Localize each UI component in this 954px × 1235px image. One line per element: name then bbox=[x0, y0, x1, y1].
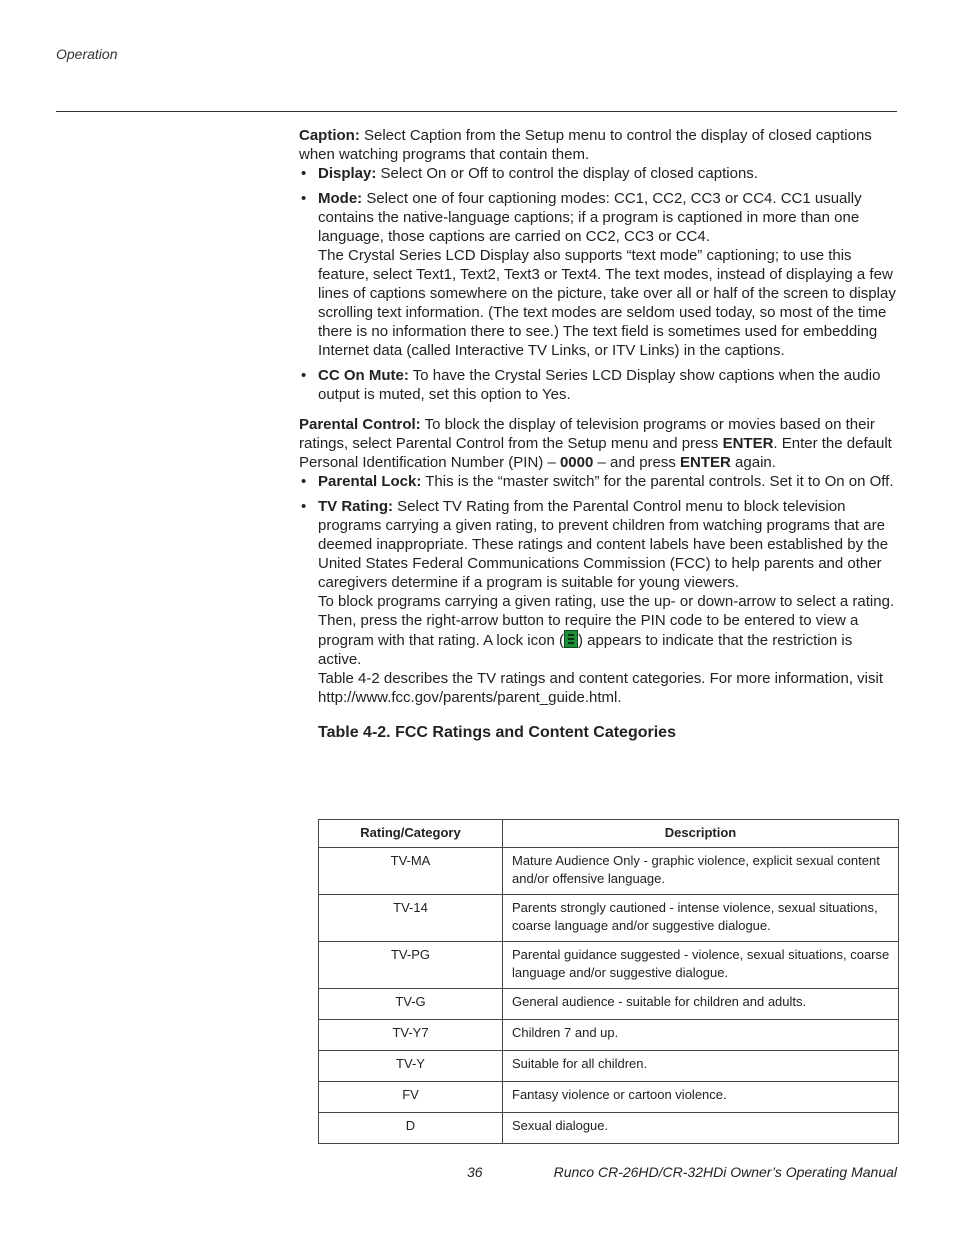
rating-cell: FV bbox=[319, 1082, 503, 1113]
caption-label: Caption: bbox=[299, 127, 360, 144]
list-item bbox=[299, 164, 897, 183]
parental-lock-label: Parental Lock: bbox=[318, 473, 422, 490]
header-divider bbox=[56, 111, 897, 112]
table-reference-text: Table 4-2 describes the TV ratings and content categories. For more information, visit http://www.fcc.gov/parents/parent_guide.html. bbox=[318, 670, 883, 706]
mode-extra-text: The Crystal Series LCD Display also supports “text mode” captioning; to use this feature, select Text1, Text2, Text3 or Text4. The text modes, instead of displaying a few lines of captions somewhere on the picture, take over all or half of the screen to display scrolling text information. (The text modes are seldom used today, so most of the time there is no information there to see.) The text field is sometimes used for embedding Internet data (called Interactive TV Links, or ITV Links) in the captions. bbox=[318, 247, 896, 359]
parental-text: To block the display of television programs or movies based on their ratings, select Parental Control from the Setup menu and press bbox=[299, 416, 875, 452]
rating-cell: TV-Y7 bbox=[319, 1020, 503, 1051]
description-cell: Mature Audience Only - graphic violence, explicit sexual content and/or offensive language. bbox=[503, 848, 899, 895]
caption-options-list bbox=[299, 164, 897, 404]
table-row bbox=[319, 1082, 899, 1113]
description-cell: Suitable for all children. bbox=[503, 1051, 899, 1082]
table-row bbox=[319, 1020, 899, 1051]
table-row bbox=[319, 895, 899, 942]
column-header-rating: Rating/Category bbox=[319, 820, 503, 848]
description-cell: Sexual dialogue. bbox=[503, 1113, 899, 1144]
ratings-table bbox=[318, 819, 899, 1144]
parental-control-label: Parental Control: bbox=[299, 416, 421, 433]
parental-text: . Enter the default Personal Identification Number (PIN) – bbox=[299, 435, 892, 471]
description-cell: Parents strongly cautioned - intense violence, sexual situations, coarse language and/or suggestive dialogue. bbox=[503, 895, 899, 942]
cc-on-mute-text: To have the Crystal Series LCD Display show captions when the audio output is muted, set this option to Yes. bbox=[318, 367, 881, 403]
caption-paragraph bbox=[299, 126, 897, 164]
manual-title: Runco CR-26HD/CR-32HDi Owner’s Operating Manual bbox=[553, 1164, 897, 1180]
display-label: Display: bbox=[318, 165, 377, 182]
table-row bbox=[319, 989, 899, 1020]
table-row bbox=[319, 1051, 899, 1082]
table-row bbox=[319, 848, 899, 895]
description-cell: General audience - suitable for children and adults. bbox=[503, 989, 899, 1020]
cc-on-mute-label: CC On Mute: bbox=[318, 367, 409, 384]
table-row bbox=[319, 1113, 899, 1144]
rating-cell: TV-14 bbox=[319, 895, 503, 942]
list-item bbox=[299, 366, 897, 404]
description-cell: Parental guidance suggested - violence, sexual situations, coarse language and/or suggestive dialogue. bbox=[503, 942, 899, 989]
default-pin: 0000 bbox=[559, 454, 594, 471]
parental-control-paragraph bbox=[299, 415, 897, 472]
header-section-title: Operation bbox=[56, 46, 118, 62]
parental-text: again. bbox=[730, 454, 776, 471]
column-header-description: Description bbox=[503, 820, 899, 848]
list-item bbox=[299, 189, 897, 360]
rating-cell: TV-Y bbox=[319, 1051, 503, 1082]
mode-text: Select one of four captioning modes: CC1, CC2, CC3 or CC4. CC1 usually contains the native-language captions; if a program is captioned in more than one language, those captions are carried on CC2, CC3 or CC4. bbox=[318, 190, 862, 245]
tv-rating-text: Select TV Rating from the Parental Control menu to block television programs carrying a given rating, to prevent children from watching programs that are deemed inappropriate. These ratings and content labels have been established by the United States Federal Communications Commission (FCC) to help parents and other caregivers determine if a program is suitable for young viewers. bbox=[318, 498, 889, 591]
table-title: Table 4-2. FCC Ratings and Content Categories bbox=[318, 724, 676, 741]
parental-lock-text: This is the “master switch” for the parental controls. Set it to On on Off. bbox=[421, 473, 894, 490]
caption-intro: Select Caption from the Setup menu to control the display of closed captions when watching programs that contain them. bbox=[299, 127, 872, 163]
lock-icon bbox=[564, 630, 578, 648]
parental-options-list bbox=[299, 472, 897, 707]
table-row bbox=[319, 942, 899, 989]
rating-cell: TV-MA bbox=[319, 848, 503, 895]
enter-key-label: ENTER bbox=[680, 454, 731, 471]
block-text-part: ) appears to indicate that the restriction is active. bbox=[318, 632, 853, 668]
parental-text: – and press bbox=[593, 454, 681, 471]
description-cell: Fantasy violence or cartoon violence. bbox=[503, 1082, 899, 1113]
rating-cell: D bbox=[319, 1113, 503, 1144]
mode-label: Mode: bbox=[318, 190, 363, 207]
block-programs-text bbox=[318, 592, 897, 669]
rating-cell: TV-G bbox=[319, 989, 503, 1020]
enter-key-label: ENTER bbox=[722, 435, 774, 452]
page-number: 36 bbox=[467, 1164, 483, 1180]
rating-cell: TV-PG bbox=[319, 942, 503, 989]
display-text: Select On or Off to control the display of closed captions. bbox=[376, 165, 758, 182]
description-cell: Children 7 and up. bbox=[503, 1020, 899, 1051]
list-item bbox=[299, 472, 897, 491]
block-text-part: To block programs carrying a given rating, use the up- or down-arrow to select a rating. Then, press the right-arrow button to require the PIN code to be entered to view a program with that rating. A lock icon ( bbox=[318, 593, 895, 649]
main-content bbox=[299, 126, 897, 742]
table-header-row bbox=[319, 820, 899, 848]
tv-rating-label: TV Rating: bbox=[318, 498, 393, 515]
list-item bbox=[299, 497, 897, 707]
